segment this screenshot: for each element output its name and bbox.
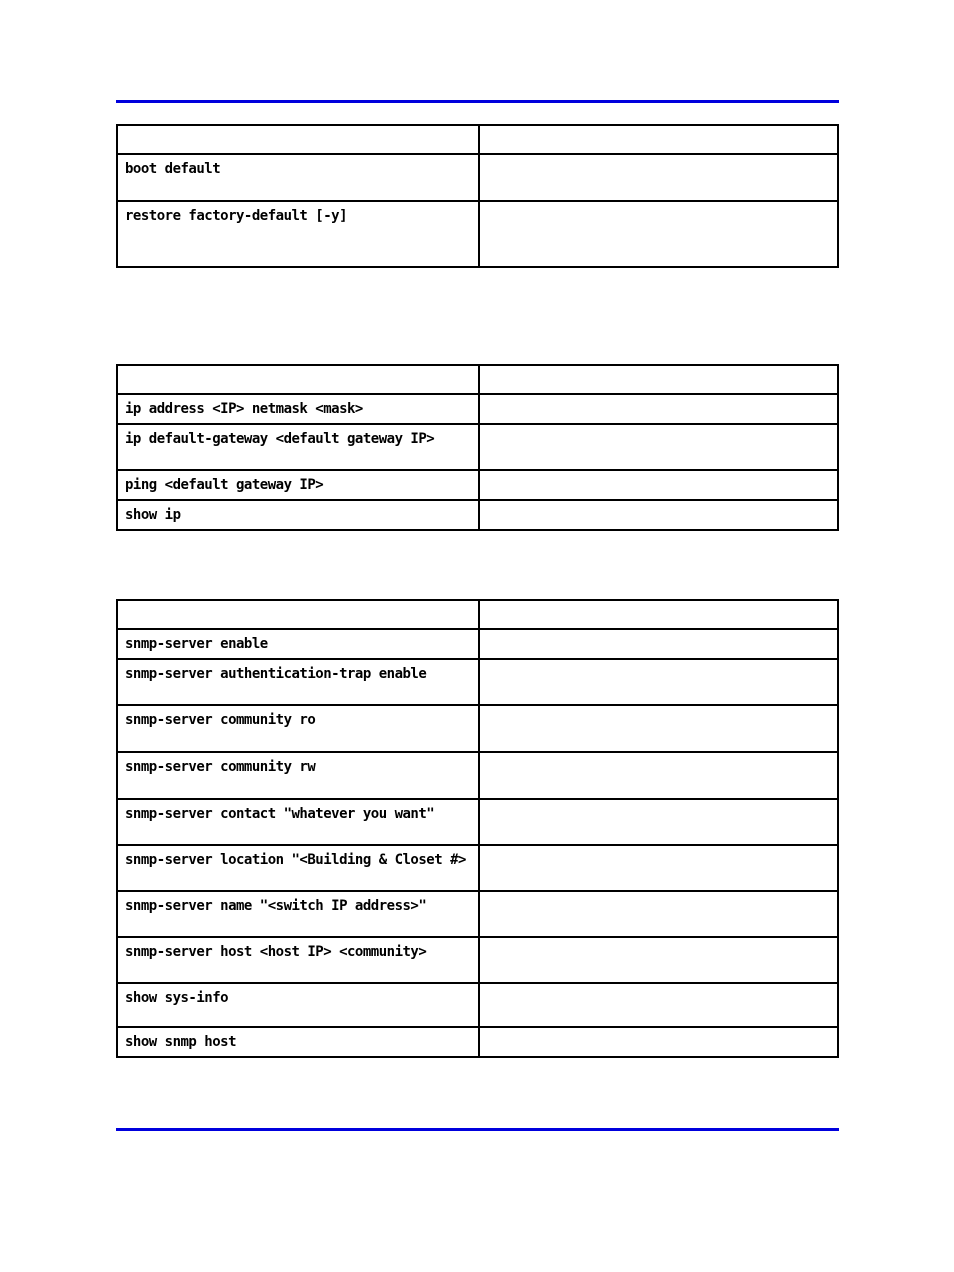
table-cell-description	[479, 629, 838, 659]
table-header-row	[117, 365, 838, 394]
table-row	[117, 470, 838, 500]
command-table-1	[116, 124, 839, 268]
table-cell-command: snmp-server enable	[117, 629, 479, 659]
table-cell-description	[479, 845, 838, 891]
table-row	[117, 983, 838, 1027]
table-row	[117, 201, 838, 267]
header-rule	[116, 100, 839, 103]
table-row	[117, 891, 838, 937]
table-cell-command: ip default-gateway <default gateway IP>	[117, 424, 479, 470]
table-cell-description	[479, 705, 838, 752]
command-table-2	[116, 364, 839, 531]
table-cell-description	[479, 600, 838, 629]
table-row	[117, 154, 838, 201]
table-cell-description	[479, 752, 838, 799]
table-cell-description	[479, 365, 838, 394]
table-cell-command: snmp-server host <host IP> <community>	[117, 937, 479, 983]
table-cell-description	[479, 125, 838, 154]
table-row	[117, 1027, 838, 1057]
table-cell-description	[479, 659, 838, 705]
table-cell-command: boot default	[117, 154, 479, 201]
table-cell-command: snmp-server contact "whatever you want"	[117, 799, 479, 845]
table-cell-command	[117, 365, 479, 394]
table-row	[117, 937, 838, 983]
table-cell-description	[479, 799, 838, 845]
table-cell-command: snmp-server name "<switch IP address>"	[117, 891, 479, 937]
table-row	[117, 845, 838, 891]
table-row	[117, 500, 838, 530]
table-header-row	[117, 125, 838, 154]
table-cell-command: show ip	[117, 500, 479, 530]
table-cell-command: show sys-info	[117, 983, 479, 1027]
table-cell-description	[479, 1027, 838, 1057]
command-table-3	[116, 599, 839, 1058]
table-cell-command: snmp-server community ro	[117, 705, 479, 752]
table-cell-description	[479, 983, 838, 1027]
table-cell-description	[479, 500, 838, 530]
table-cell-command	[117, 600, 479, 629]
table-row	[117, 659, 838, 705]
table-cell-description	[479, 424, 838, 470]
table-cell-description	[479, 154, 838, 201]
table-cell-command: ip address <IP> netmask <mask>	[117, 394, 479, 424]
table-header-row	[117, 600, 838, 629]
table-row	[117, 799, 838, 845]
table-cell-command: restore factory-default [-y]	[117, 201, 479, 267]
table-cell-command: ping <default gateway IP>	[117, 470, 479, 500]
footer-rule	[116, 1128, 839, 1131]
table-cell-description	[479, 937, 838, 983]
table-cell-description	[479, 470, 838, 500]
table-row	[117, 394, 838, 424]
table-row	[117, 629, 838, 659]
table-cell-command: snmp-server authentication-trap enable	[117, 659, 479, 705]
table-cell-command: show snmp host	[117, 1027, 479, 1057]
table-cell-description	[479, 201, 838, 267]
table-cell-command	[117, 125, 479, 154]
table-row	[117, 752, 838, 799]
table-row	[117, 424, 838, 470]
table-cell-command: snmp-server location "<Building & Closet #>	[117, 845, 479, 891]
table-row	[117, 705, 838, 752]
table-cell-description	[479, 394, 838, 424]
table-cell-description	[479, 891, 838, 937]
table-cell-command: snmp-server community rw	[117, 752, 479, 799]
